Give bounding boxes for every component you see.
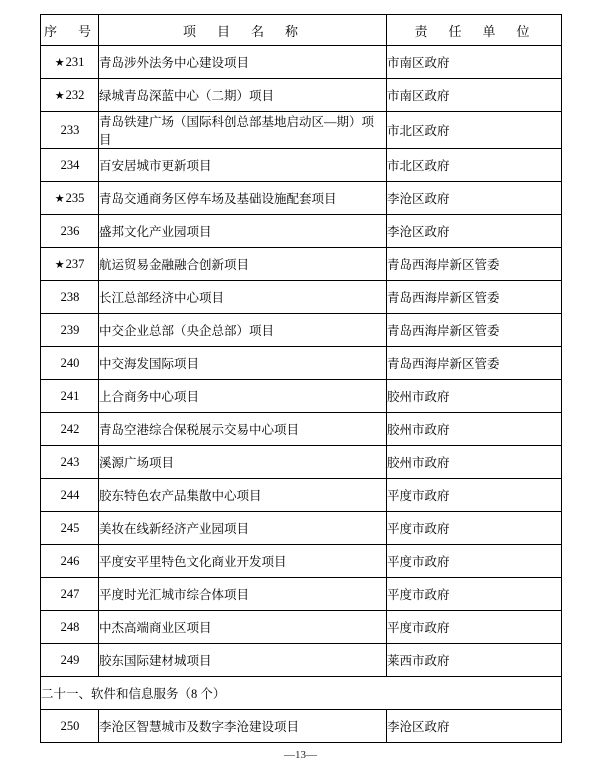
column-header-no: 序 号 [41, 15, 99, 46]
cell-project-name: 长江总部经济中心项目 [99, 281, 387, 314]
column-header-name: 项 目 名 称 [99, 15, 387, 46]
cell-responsible-unit: 平度市政府 [387, 512, 562, 545]
table-row [41, 347, 562, 380]
cell-no [41, 644, 99, 677]
cell-project-name: 李沧区智慧城市及数字李沧建设项目 [99, 710, 387, 743]
cell-no [41, 347, 99, 380]
cell-no [41, 446, 99, 479]
cell-responsible-unit: 胶州市政府 [387, 413, 562, 446]
row-number: 249 [60, 652, 80, 667]
row-number: 236 [60, 223, 80, 238]
cell-no [41, 79, 99, 112]
cell-project-name: 上合商务中心项目 [99, 380, 387, 413]
row-number: 239 [60, 322, 80, 337]
table-body [41, 46, 562, 743]
row-number: 237 [65, 256, 85, 271]
cell-project-name: 美妆在线新经济产业园项目 [99, 512, 387, 545]
cell-project-name: 青岛涉外法务中心建设项目 [99, 46, 387, 79]
row-number: 235 [65, 190, 85, 205]
cell-no [41, 380, 99, 413]
cell-no [41, 182, 99, 215]
table-row [41, 578, 562, 611]
cell-project-name: 胶东特色农产品集散中心项目 [99, 479, 387, 512]
table-row [41, 149, 562, 182]
row-number: 234 [60, 157, 80, 172]
row-number: 247 [60, 586, 80, 601]
star-marker: ★ [54, 258, 65, 271]
cell-responsible-unit: 市北区政府 [387, 149, 562, 182]
cell-project-name: 平度时光汇城市综合体项目 [99, 578, 387, 611]
cell-responsible-unit: 李沧区政府 [387, 182, 562, 215]
cell-responsible-unit: 市南区政府 [387, 46, 562, 79]
cell-project-name: 航运贸易金融融合创新项目 [99, 248, 387, 281]
cell-no [41, 281, 99, 314]
row-number: 240 [60, 355, 80, 370]
column-header-unit: 责 任 单 位 [387, 15, 562, 46]
cell-responsible-unit: 市南区政府 [387, 79, 562, 112]
cell-no [41, 578, 99, 611]
project-list-table [40, 14, 562, 743]
cell-no [41, 611, 99, 644]
row-number: 242 [60, 421, 80, 436]
cell-responsible-unit: 平度市政府 [387, 578, 562, 611]
row-number: 233 [60, 122, 80, 137]
table-row [41, 479, 562, 512]
section-heading-row [41, 677, 562, 710]
row-number: 244 [60, 487, 80, 502]
cell-no [41, 215, 99, 248]
cell-no [41, 512, 99, 545]
cell-project-name: 中交海发国际项目 [99, 347, 387, 380]
table-row [41, 413, 562, 446]
cell-responsible-unit: 市北区政府 [387, 112, 562, 149]
row-number: 250 [60, 718, 80, 733]
table-row [41, 512, 562, 545]
table-row [41, 182, 562, 215]
cell-no [41, 479, 99, 512]
cell-responsible-unit: 青岛西海岸新区管委 [387, 248, 562, 281]
table-header-row [41, 15, 562, 46]
row-number: 232 [65, 87, 85, 102]
cell-no [41, 149, 99, 182]
row-number: 248 [60, 619, 80, 634]
star-marker: ★ [54, 192, 65, 205]
cell-project-name: 胶东国际建材城项目 [99, 644, 387, 677]
cell-no [41, 112, 99, 149]
row-number: 238 [60, 289, 80, 304]
section-heading-label: 二十一、软件和信息服务（8 个） [41, 677, 562, 710]
table-row [41, 215, 562, 248]
cell-responsible-unit: 平度市政府 [387, 611, 562, 644]
cell-no [41, 413, 99, 446]
row-number: 243 [60, 454, 80, 469]
cell-project-name: 盛邦文化产业园项目 [99, 215, 387, 248]
cell-project-name: 青岛铁建广场（国际科创总部基地启动区—期）项目 [99, 112, 387, 149]
row-number: 246 [60, 553, 80, 568]
table-row [41, 380, 562, 413]
table-row [41, 611, 562, 644]
table-row [41, 281, 562, 314]
cell-project-name: 平度安平里特色文化商业开发项目 [99, 545, 387, 578]
star-marker: ★ [54, 56, 65, 69]
table-row [41, 112, 562, 149]
table-row [41, 314, 562, 347]
cell-responsible-unit: 李沧区政府 [387, 710, 562, 743]
cell-project-name: 中交企业总部（央企总部）项目 [99, 314, 387, 347]
table-row [41, 248, 562, 281]
cell-no [41, 248, 99, 281]
row-number: 241 [60, 388, 80, 403]
cell-responsible-unit: 李沧区政府 [387, 215, 562, 248]
cell-responsible-unit: 青岛西海岸新区管委 [387, 281, 562, 314]
table-header [41, 15, 562, 46]
table-row [41, 46, 562, 79]
table-row [41, 79, 562, 112]
cell-project-name: 百安居城市更新项目 [99, 149, 387, 182]
cell-no [41, 46, 99, 79]
cell-project-name: 青岛交通商务区停车场及基础设施配套项目 [99, 182, 387, 215]
cell-responsible-unit: 平度市政府 [387, 545, 562, 578]
cell-project-name: 中杰高端商业区项目 [99, 611, 387, 644]
cell-no [41, 314, 99, 347]
table-row [41, 545, 562, 578]
cell-responsible-unit: 胶州市政府 [387, 380, 562, 413]
table-row [41, 644, 562, 677]
row-number: 245 [60, 520, 80, 535]
page-number: —13— [284, 749, 317, 761]
cell-no [41, 710, 99, 743]
star-marker: ★ [54, 89, 65, 102]
row-number: 231 [65, 54, 85, 69]
cell-project-name: 青岛空港综合保税展示交易中心项目 [99, 413, 387, 446]
table-row [41, 446, 562, 479]
cell-responsible-unit: 平度市政府 [387, 479, 562, 512]
cell-responsible-unit: 青岛西海岸新区管委 [387, 347, 562, 380]
table-row [41, 710, 562, 743]
cell-project-name: 绿城青岛深蓝中心（二期）项目 [99, 79, 387, 112]
cell-project-name: 溪源广场项目 [99, 446, 387, 479]
cell-responsible-unit: 胶州市政府 [387, 446, 562, 479]
cell-responsible-unit: 莱西市政府 [387, 644, 562, 677]
cell-no [41, 545, 99, 578]
cell-responsible-unit: 青岛西海岸新区管委 [387, 314, 562, 347]
